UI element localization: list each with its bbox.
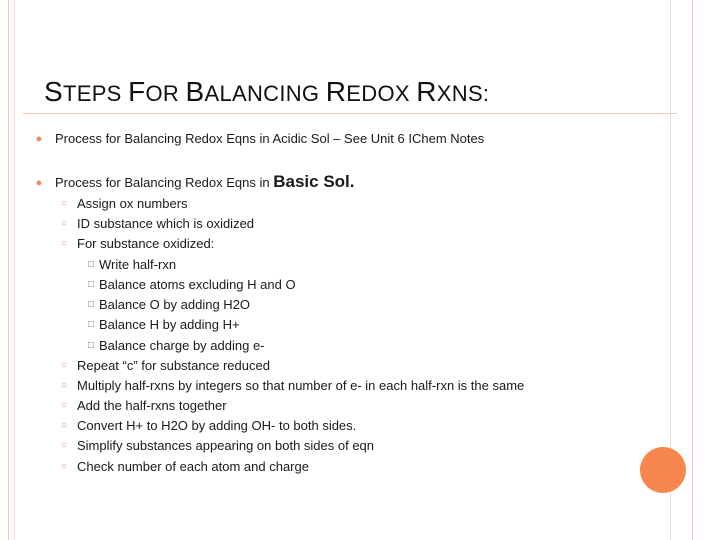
checkbox-bullet-icon: □ [87,279,95,290]
slide-title: STEPS FOR BALANCING REDOX RXNS: [44,76,490,107]
list-item-basic: Process for Balancing Redox Eqns in Basic Sol. [55,172,355,191]
list-item-step: For substance oxidized: [77,236,215,251]
bullet-icon: ○ [60,461,68,472]
bullet-icon: ○ [60,380,68,391]
list-item-step: Convert H+ to H2O by adding OH- to both sides. [77,418,357,433]
list-item-substep: Balance O by adding H2O [99,297,251,312]
bullet-icon: ○ [60,218,68,229]
list-item-step: Assign ox numbers [77,196,188,211]
bullet-icon: ○ [60,400,68,411]
list-item-acidic: Process for Balancing Redox Eqns in Acidic Sol – See Unit 6 IChem Notes [55,131,485,146]
bullet-icon: ○ [60,420,68,431]
list-item-substep: Balance atoms excluding H and O [99,277,296,292]
bullet-icon: ● [35,133,43,145]
list-item-step: Add the half-rxns together [77,398,227,413]
checkbox-bullet-icon: □ [87,319,95,330]
title-divider [23,113,677,114]
list-item-substep: Balance charge by adding e- [99,338,265,353]
bullet-icon: ○ [60,360,68,371]
list-item-step: ID substance which is oxidized [77,216,255,231]
checkbox-bullet-icon: □ [87,340,95,351]
decorative-circle [640,447,686,493]
bullet-icon: ○ [60,198,68,209]
list-item-step: Multiply half-rxns by integers so that number of e- in each half-rxn is the same [77,378,525,393]
bullet-icon: ● [35,177,43,189]
list-item-step: Simplify substances appearing on both sides of eqn [77,438,375,453]
list-item-step: Repeat “c” for substance reduced [77,358,270,373]
checkbox-bullet-icon: □ [87,299,95,310]
checkbox-bullet-icon: □ [87,259,95,270]
bullet-icon: ○ [60,238,68,249]
list-item-substep: Balance H by adding H+ [99,317,240,332]
list-item-step: Check number of each atom and charge [77,459,309,474]
bullet-icon: ○ [60,440,68,451]
list-item-substep: Write half-rxn [99,257,177,272]
